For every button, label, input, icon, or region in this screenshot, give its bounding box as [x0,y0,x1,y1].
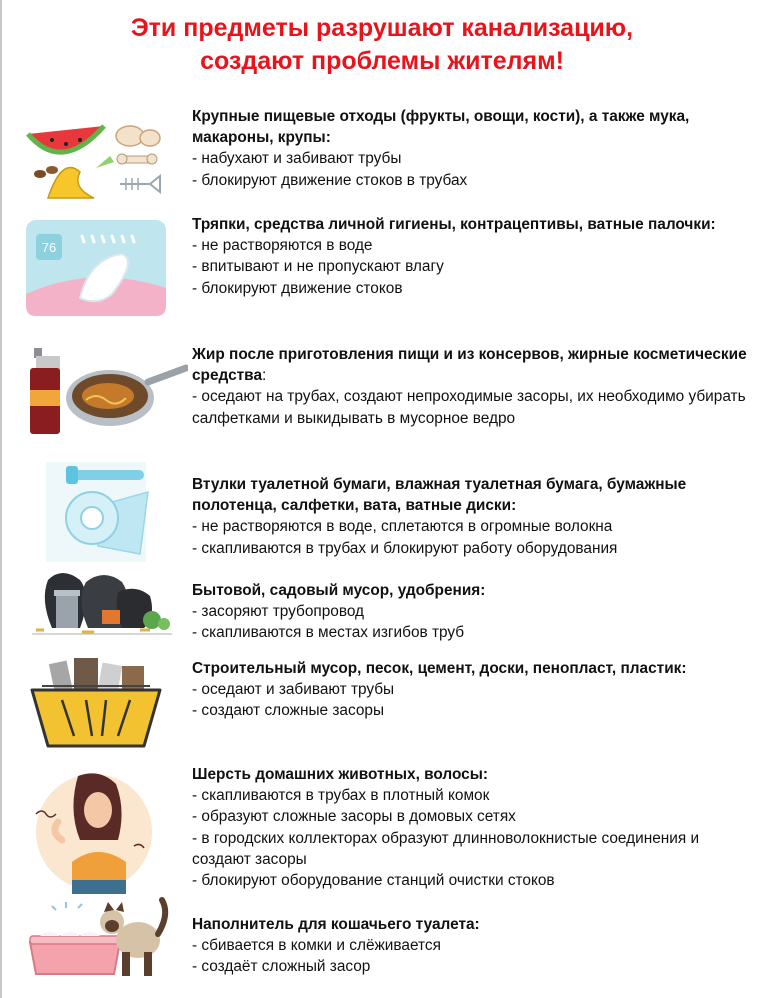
item-text [192,214,748,299]
page-title [0,12,764,78]
item-point: - впитывают и не пропускают влагу [192,258,444,276]
toilet-paper-icon [22,462,170,562]
item-point: - создаёт сложный засор [192,958,371,976]
item-point: - блокируют движение стоков в трубах [192,171,468,189]
item-text [192,764,748,891]
item-text [192,658,748,722]
item-point: - скапливаются в трубах в плотный комок [192,787,490,805]
item-heading: Жир после приготовления пищи и из консервов, жирные косметические средства [192,346,747,385]
item-point: - оседают на трубах, создают непроходимые засоры, их необходимо убирать салфетками и выкидывать в мусорное ведро [192,388,746,427]
cat-litter-icon [22,894,170,978]
item-text [192,474,748,559]
heading-colon: : [262,367,267,385]
pack-badge: 76 [41,240,57,255]
page-border [0,0,2,998]
item-point: - сбивается в комки и слёживается [192,937,441,955]
item-text [192,106,748,191]
item-point: - не растворяются в воде, сплетаются в огромные волокна [192,518,613,536]
item-point: - скапливаются в трубах и блокируют работу оборудования [192,539,618,557]
item-point: - образуют сложные засоры в домовых сетях [192,808,516,826]
item-text [192,344,748,429]
item-heading: Шерсть домашних животных, волосы: [192,766,489,783]
item-point: - в городских коллекторах образуют длинноволокнистые соединения и создают засоры [192,829,700,868]
construction-skip-icon [22,656,170,752]
item-text [192,580,748,644]
sanitary-pad-icon [22,214,170,320]
item-point: - блокируют движение стоков [192,279,403,297]
item-point: - не растворяются в воде [192,237,373,255]
food-waste-icon [22,112,170,206]
garbage-bags-icon [22,566,170,640]
frying-pan-grease-icon [22,346,170,440]
item-heading: Крупные пищевые отходы (фрукты, овощи, кости), а также мука, макароны, крупы: [192,108,690,147]
item-heading: Бытовой, садовый мусор, удобрения: [192,582,486,599]
item-text [192,914,748,978]
title-line-2: создают проблемы жителям! [200,47,564,75]
item-point: - блокируют оборудование станций очистки стоков [192,872,555,890]
item-heading: Тряпки, средства личной гигиены, контрацептивы, ватные палочки: [192,216,716,233]
item-heading: Наполнитель для кошачьего туалета: [192,916,480,933]
item-point: - набухают и забивают трубы [192,150,402,168]
item-point: - засоряют трубопровод [192,603,365,621]
item-heading: Строительный мусор, песок, цемент, доски, пенопласт, пластик: [192,660,687,677]
item-point: - скапливаются в местах изгибов труб [192,624,465,642]
item-point: - оседают и забивают трубы [192,681,395,699]
item-point: - создают сложные засоры [192,702,385,720]
title-line-1: Эти предметы разрушают канализацию, [130,14,634,42]
woman-hair-icon [22,770,170,894]
item-heading: Втулки туалетной бумаги, влажная туалетная бумага, бумажные полотенца, салфетки, вата, ватные диски: [192,476,687,515]
